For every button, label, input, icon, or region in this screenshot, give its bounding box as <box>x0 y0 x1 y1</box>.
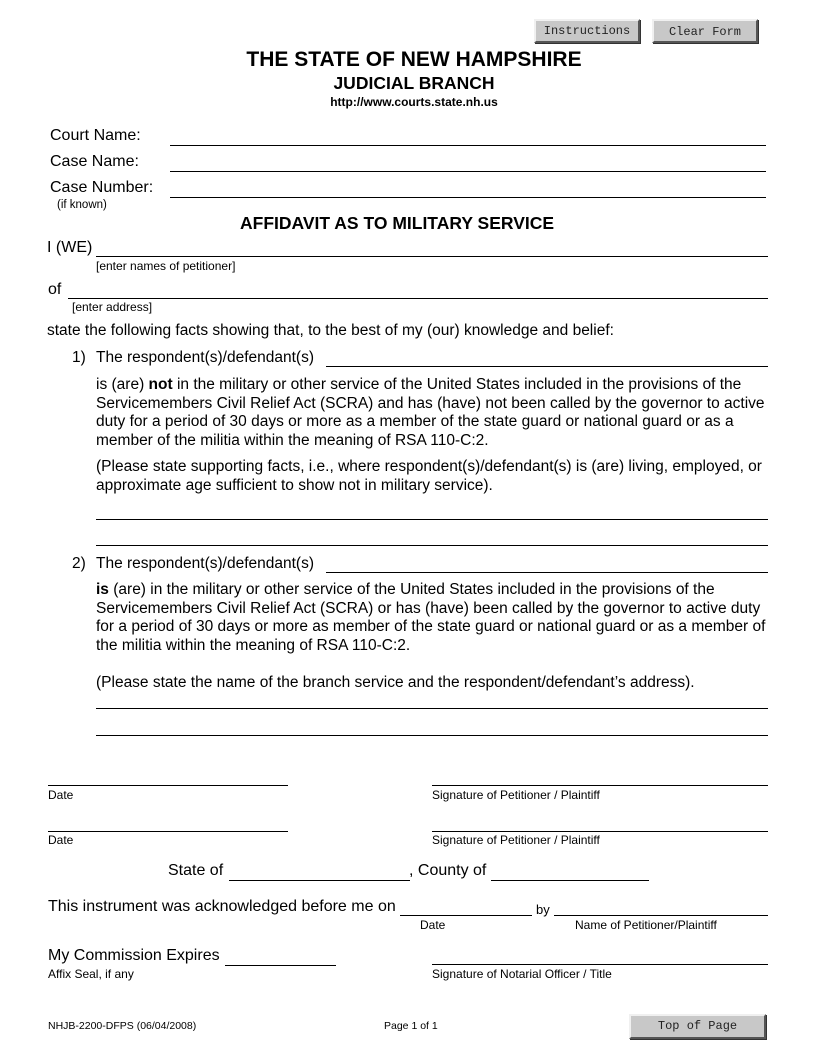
petitioner-names-line <box>96 256 768 257</box>
county-line <box>491 880 649 881</box>
acknowledged-label: This instrument was acknowledged before me on <box>48 898 396 915</box>
section1-facts-line-2 <box>96 545 768 546</box>
county-of-label: , County of <box>409 862 487 879</box>
acknowledged-name-line <box>554 915 768 916</box>
signature-line-2 <box>432 831 768 832</box>
commission-input[interactable] <box>225 947 336 965</box>
signature-label-2: Signature of Petitioner / Plaintiff <box>432 833 600 847</box>
section2-paragraph: is (are) in the military or other service of the United States included in the provisions of the Servicemembers Civil Relief Act (SCRA) or has (have) been called by the governor to active duty for a period of 30 days or more as member of the state guard or national guard or as a member of the militia within the meaning of RSA 110-C:2. <box>96 581 766 654</box>
acknowledged-name-label: Name of Petitioner/Plaintiff <box>575 918 717 932</box>
section2-instructions: (Please state the name of the branch service and the respondent/defendant’s address). <box>96 674 695 691</box>
form-id: NHJB-2200-DFPS (06/04/2008) <box>48 1020 197 1032</box>
date-line-1 <box>48 785 288 786</box>
section1-instructions: (Please state supporting facts, i.e., where respondent(s)/defendant(s) is (are) living, employed, or approximate age sufficient to show not in military service). <box>96 458 762 494</box>
branch-heading: JUDICIAL BRANCH <box>333 73 495 93</box>
state-heading: THE STATE OF NEW HAMPSHIRE <box>246 48 582 71</box>
section1-paragraph: is (are) not in the military or other service of the United States included in the provisions of the Servicemembers Civil Relief Act (SCRA) and has (have) not been called by the governor to active duty for a period of 30 days or more as a member of the state guard or national guard or as a member of the militia within the meaning of RSA 110-C:2. <box>96 376 765 449</box>
case-name-line <box>170 171 766 172</box>
section1-not-emphasis: not <box>148 376 173 393</box>
state-input[interactable] <box>229 862 410 880</box>
of-label: of <box>48 281 62 298</box>
state-of-label: State of <box>168 862 224 879</box>
acknowledged-date-label: Date <box>420 918 446 932</box>
date-line-2 <box>48 831 288 832</box>
case-number-hint: (if known) <box>57 199 107 211</box>
instructions-button[interactable]: Instructions <box>534 19 640 43</box>
state-line <box>229 880 410 881</box>
case-name-input[interactable] <box>170 153 766 171</box>
date-input-1[interactable] <box>48 767 288 785</box>
section2-is-emphasis: is <box>96 581 109 598</box>
iwe-label: I (WE) <box>47 239 93 256</box>
section2-number: 2) <box>72 555 86 572</box>
notary-signature-label: Signature of Notarial Officer / Title <box>432 967 612 981</box>
acknowledged-date-line <box>400 915 532 916</box>
court-name-input[interactable] <box>170 127 766 145</box>
date-input-2[interactable] <box>48 813 288 831</box>
petitioner-names-input[interactable] <box>96 238 768 256</box>
section2-respondent-line <box>326 572 768 573</box>
page-number: Page 1 of 1 <box>384 1020 438 1032</box>
address-input[interactable] <box>68 280 768 298</box>
acknowledged-date-input[interactable] <box>400 897 532 915</box>
section2-info-input-2[interactable] <box>96 717 768 735</box>
section1-facts-input-2[interactable] <box>96 527 768 545</box>
date-label-2: Date <box>48 833 74 847</box>
by-label: by <box>536 902 550 917</box>
case-number-line <box>170 197 766 198</box>
section2-info-line-1 <box>96 708 768 709</box>
signature-line-1 <box>432 785 768 786</box>
section1-respondent-input[interactable] <box>326 348 768 366</box>
section2-respondent-input[interactable] <box>326 554 768 572</box>
address-hint: [enter address] <box>72 300 153 314</box>
section1-facts-input-1[interactable] <box>96 501 768 519</box>
intro-text: state the following facts showing that, to the best of my (our) knowledge and belief: <box>47 322 614 339</box>
section1-number: 1) <box>72 349 86 366</box>
petitioner-names-hint: [enter names of petitioner] <box>96 259 236 273</box>
court-name-label: Court Name: <box>50 127 141 144</box>
county-input[interactable] <box>491 862 649 880</box>
section1-facts-line-1 <box>96 519 768 520</box>
seal-label: Affix Seal, if any <box>48 967 134 981</box>
case-number-label: Case Number: <box>50 179 154 196</box>
section1-label: The respondent(s)/defendant(s) <box>96 349 314 366</box>
section1-respondent-line <box>326 366 768 367</box>
section2-info-line-2 <box>96 735 768 736</box>
case-number-input[interactable] <box>170 179 766 197</box>
top-of-page-button[interactable]: Top of Page <box>629 1014 766 1039</box>
commission-label: My Commission Expires <box>48 947 220 964</box>
acknowledged-name-input[interactable] <box>554 897 768 915</box>
section2-label: The respondent(s)/defendant(s) <box>96 555 314 572</box>
address-line <box>68 298 768 299</box>
commission-line <box>225 965 336 966</box>
case-name-label: Case Name: <box>50 153 139 170</box>
signature-label-1: Signature of Petitioner / Plaintiff <box>432 788 600 802</box>
section2-info-input-1[interactable] <box>96 690 768 708</box>
date-label-1: Date <box>48 788 74 802</box>
affidavit-title: AFFIDAVIT AS TO MILITARY SERVICE <box>240 213 555 233</box>
court-url: http://www.courts.state.nh.us <box>330 95 498 109</box>
clear-form-button[interactable]: Clear Form <box>652 19 758 43</box>
notary-signature-line <box>432 964 768 965</box>
court-name-line <box>170 145 766 146</box>
